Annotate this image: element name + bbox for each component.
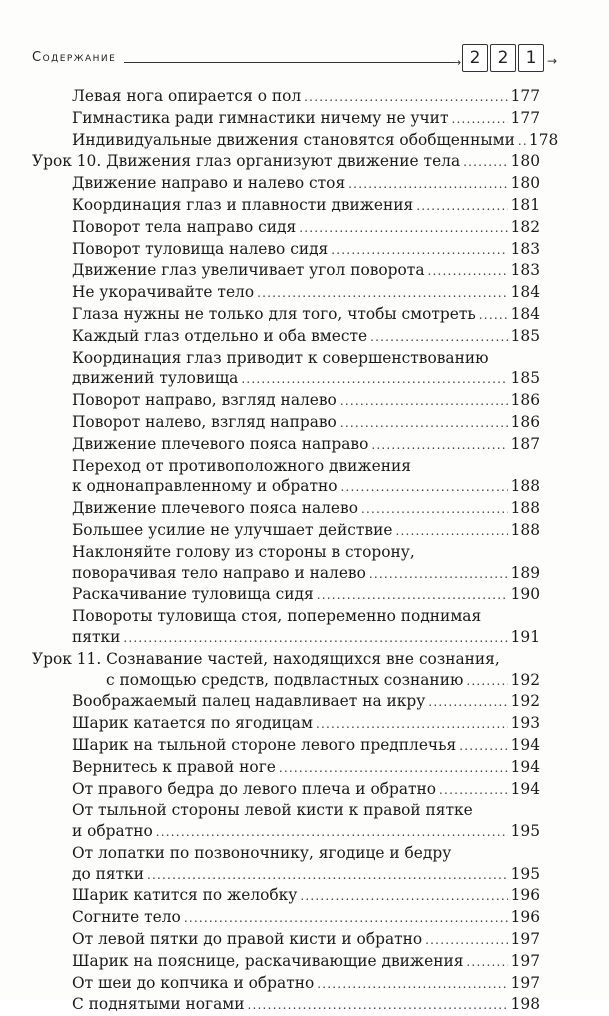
dot-leader: [395, 521, 507, 542]
toc-entry-title: Движение плечевого пояса налево: [72, 499, 358, 518]
toc-page-number: 196: [510, 886, 540, 905]
toc-page-number: 182: [510, 217, 540, 236]
toc-entry[interactable]: [32, 757, 540, 779]
toc-entry[interactable]: [32, 691, 540, 713]
dot-leader: [317, 974, 507, 995]
toc-entry-title-line: Повороты туловища стоя, попеременно поднимая: [72, 607, 482, 626]
dot-leader: [518, 131, 526, 152]
dot-leader: [340, 391, 508, 412]
toc-page-number: 187: [510, 434, 540, 453]
dot-leader: [451, 109, 507, 130]
toc-entry-title: и обратно: [72, 822, 153, 841]
toc-entry[interactable]: [32, 563, 540, 585]
dot-leader: [371, 435, 507, 456]
toc-entry-title: Большее усилие не улучшает действие: [72, 520, 393, 539]
toc-entry[interactable]: [32, 434, 540, 456]
toc-entry-title: Согните тело: [72, 908, 181, 927]
toc-page-number: 189: [510, 563, 540, 582]
toc-entry-title: Воображаемый палец надавливает на икру: [72, 692, 426, 711]
dot-leader: [304, 87, 507, 108]
toc-page-number: 185: [510, 369, 540, 388]
toc-page-number: 195: [510, 864, 540, 883]
toc-entry-title: Шарик на пояснице, раскачивающие движения: [72, 951, 464, 970]
toc-entry-title: Вернитесь к правой ноге: [72, 757, 276, 776]
dot-leader: [348, 174, 507, 195]
dot-leader: [248, 995, 508, 1016]
page-number-digit: 2: [490, 44, 516, 72]
toc-page-number: 197: [510, 930, 540, 949]
toc-entry[interactable]: [32, 520, 540, 542]
toc-entry[interactable]: [32, 130, 559, 152]
dot-leader: [428, 261, 508, 282]
toc-entry-title: Движение направо и налево стоя: [72, 174, 346, 193]
toc-page-number: 186: [510, 391, 540, 410]
toc-page-number: 181: [510, 195, 540, 214]
toc-page-number: 194: [510, 779, 540, 798]
dot-leader: [479, 305, 508, 326]
toc-entry-title: Движение плечевого пояса направо: [72, 434, 369, 453]
toc-entry-title: Движение глаз увеличивает угол поворота: [72, 261, 425, 280]
dot-leader: [340, 413, 508, 434]
dot-leader: [369, 564, 508, 585]
toc-entry[interactable]: [32, 779, 540, 801]
toc-page-number: 191: [510, 627, 540, 646]
toc-entry-title: Глаза нужны не только для того, чтобы смотреть: [72, 304, 476, 323]
toc-page-number: 183: [510, 261, 540, 280]
toc-entry-title: пятки: [72, 627, 121, 646]
dot-leader: [428, 692, 507, 713]
toc-page-number: 184: [510, 283, 540, 302]
toc-entry[interactable]: [32, 885, 540, 907]
toc-entry[interactable]: [32, 627, 540, 649]
toc-entry[interactable]: [32, 195, 540, 217]
toc-lesson-entry[interactable]: [32, 151, 540, 173]
toc-page-number: 188: [510, 477, 540, 496]
toc-entry-title: Поворот тела направо сидя: [72, 217, 297, 236]
toc-entry[interactable]: [32, 994, 540, 1016]
toc-entry-title: Координация глаз и плавности движения: [72, 195, 414, 214]
toc-entry-title: Поворот направо, взгляд налево: [72, 391, 337, 410]
toc-page-number: 186: [510, 412, 540, 431]
toc-page-number: 177: [510, 87, 540, 105]
toc-entry[interactable]: [32, 973, 540, 995]
dot-leader: [439, 780, 508, 801]
toc-entry[interactable]: [32, 239, 540, 261]
toc-page-number: 197: [510, 973, 540, 992]
toc-entry-title-line: От тыльной стороны левой кисти к правой пятке: [72, 801, 473, 820]
dot-leader: [156, 822, 508, 843]
dot-leader: [370, 327, 508, 348]
toc-entry-title: Шарик катится по желобку: [72, 886, 298, 905]
running-header: [32, 44, 572, 80]
toc-entry[interactable]: [32, 368, 540, 390]
toc-entry-title: Левая нога опирается о пол: [72, 87, 302, 105]
dot-leader: [466, 671, 507, 692]
dot-leader: [300, 886, 507, 907]
toc-entry-title: Не укорачивайте тело: [72, 283, 255, 302]
toc-page-number: 195: [510, 822, 540, 841]
toc-entry-title: От левой пятки до правой кисти и обратно: [72, 930, 423, 949]
page-number-digit: 1: [518, 44, 544, 72]
toc-entry[interactable]: [32, 951, 540, 973]
toc-entry-title: С поднятыми ногами: [72, 995, 245, 1014]
dot-leader: [299, 218, 507, 239]
toc-entry[interactable]: [32, 476, 540, 498]
toc-page-number: 194: [510, 735, 540, 754]
toc-entry-title: Каждый глаз отдельно и оба вместе: [72, 326, 368, 345]
toc-entry[interactable]: [32, 86, 540, 108]
toc-page-number: 183: [510, 239, 540, 258]
toc-entry-title: к однонаправленному и обратно: [72, 477, 338, 496]
toc-entry[interactable]: [32, 412, 540, 434]
dot-leader: [147, 865, 508, 886]
toc-page-number: 198: [510, 995, 540, 1014]
toc-entry[interactable]: [32, 260, 540, 282]
dot-leader: [425, 930, 507, 951]
toc-page-number: 196: [510, 908, 540, 927]
dot-leader: [316, 714, 508, 735]
toc-page-number: 197: [510, 951, 540, 970]
toc-page-number: 192: [510, 670, 540, 689]
toc-page-number: 177: [510, 108, 540, 127]
section-title: Содержание: [32, 50, 117, 65]
toc-entry[interactable]: [32, 713, 540, 735]
toc-page-number: 190: [510, 585, 540, 604]
toc-entry[interactable]: [32, 929, 540, 951]
toc-page-number: 192: [510, 692, 540, 711]
dot-leader: [466, 952, 507, 973]
toc-entry-title: Раскачивание туловища сидя: [72, 585, 314, 604]
toc-entry[interactable]: [32, 326, 540, 348]
dot-leader: [331, 240, 507, 261]
dot-leader: [184, 908, 508, 929]
dot-leader: [317, 585, 508, 606]
toc-page-number: 180: [510, 174, 540, 193]
header-rule: [124, 62, 454, 63]
toc-entry-title: От правого бедра до левого плеча и обратно: [72, 779, 437, 798]
toc-entry[interactable]: [32, 390, 540, 412]
dot-leader: [416, 196, 507, 217]
toc-entry-title: Шарик на тыльной стороне левого предплечья: [72, 735, 457, 754]
arrow-right-icon: →: [452, 56, 462, 69]
table-of-contents: [32, 86, 559, 1016]
toc-entry[interactable]: [32, 864, 540, 886]
toc-page-number: 184: [510, 304, 540, 323]
toc-entry-title: движений туловища: [72, 369, 239, 388]
toc-page-number: 188: [510, 499, 540, 518]
toc-page-number: 193: [510, 714, 540, 733]
toc-lesson-entry[interactable]: [32, 670, 540, 692]
toc-entry-title: Шарик катается по ягодицам: [72, 714, 313, 733]
toc-entry[interactable]: [32, 217, 540, 239]
toc-entry-title: Поворот налево, взгляд направо: [72, 412, 337, 431]
toc-entry-title: с помощью средств, подвластных сознанию: [106, 670, 464, 689]
toc-entry-title: От шеи до копчика и обратно: [72, 973, 315, 992]
toc-entry-title: Урок 10. Движения глаз организуют движение тела: [32, 152, 461, 171]
toc-entry[interactable]: [32, 282, 540, 304]
toc-entry-title-line: От лопатки по позвоночнику, ягодице и бедру: [72, 843, 452, 862]
arrow-right-icon: →: [547, 54, 558, 68]
toc-entry[interactable]: [32, 173, 540, 195]
dot-leader: [459, 736, 507, 757]
dot-leader: [463, 152, 507, 173]
toc-entry-title: Гимнастика ради гимнастики ничему не учит: [72, 108, 449, 127]
toc-entry[interactable]: [32, 108, 540, 130]
toc-entry[interactable]: [32, 735, 540, 757]
page-number-digit: 2: [462, 44, 488, 72]
toc-page-number: 194: [510, 757, 540, 776]
toc-page-number: 178: [528, 130, 559, 149]
toc-entry-title: поворачивая тело направо и налево: [72, 563, 366, 582]
toc-entry-title-line: Координация глаз приводит к совершенствованию: [72, 348, 489, 367]
toc-entry-title: до пятки: [72, 864, 144, 883]
toc-entry-title: Поворот туловища налево сидя: [72, 239, 329, 258]
toc-entry[interactable]: [32, 821, 540, 843]
toc-page-number: 180: [510, 152, 540, 171]
dot-leader: [257, 283, 508, 304]
toc-entry-title: Индивидуальные движения становятся обобщенными: [72, 130, 515, 149]
dot-leader: [279, 758, 508, 779]
toc-page-number: 188: [510, 520, 540, 539]
toc-page-number: 185: [510, 326, 540, 345]
toc-entry-title-line: Переход от противоположного движения: [72, 456, 411, 475]
toc-entry-title-line: Урок 11. Сознавание частей, находящихся вне сознания,: [32, 649, 500, 668]
toc-entry[interactable]: [32, 907, 540, 929]
toc-entry[interactable]: [32, 498, 540, 520]
dot-leader: [123, 628, 507, 649]
dot-leader: [341, 477, 508, 498]
toc-entry[interactable]: [32, 304, 540, 326]
toc-entry[interactable]: [32, 584, 540, 606]
dot-leader: [361, 499, 508, 520]
toc-entry-title-line: Наклоняйте голову из стороны в сторону,: [72, 542, 415, 561]
dot-leader: [241, 369, 507, 390]
